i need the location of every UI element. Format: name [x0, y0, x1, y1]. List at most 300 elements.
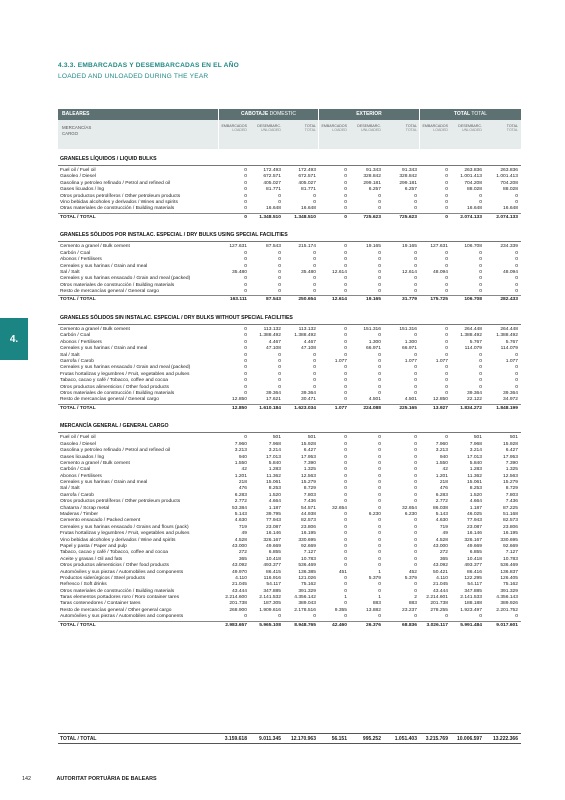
cell-value: 0	[344, 448, 347, 454]
cell-value: 0	[344, 187, 347, 193]
cell-value: 12.563	[503, 473, 518, 479]
cell-value: 940	[238, 454, 247, 460]
cell-value: 0	[414, 333, 417, 339]
row-label: Cereales y sus harinas / Grain and meal	[60, 480, 148, 486]
cell-value: 330.695	[500, 537, 518, 543]
cell-value: 77.943	[266, 518, 281, 524]
cell-value: 0	[313, 378, 316, 384]
cell-value: 1.001.413	[460, 174, 482, 180]
cell-value: 15.061	[266, 480, 281, 486]
cell-value: 0	[414, 550, 417, 556]
cell-value: 0	[378, 371, 381, 377]
cell-value: 2.141.533	[460, 595, 482, 601]
row-label: Gases licuados / lng	[60, 454, 105, 460]
cell-value: 0	[344, 180, 347, 186]
cell-value: 0	[244, 327, 247, 333]
cell-value: 0	[344, 397, 347, 403]
cell-value: 0	[378, 582, 381, 588]
cell-value: 264.448	[500, 327, 518, 333]
cell-value: 0	[278, 614, 281, 620]
cell-value: 0	[313, 276, 316, 282]
cell-value: 17.953	[301, 454, 316, 460]
cell-value: 0	[378, 499, 381, 505]
row-label: Frutas hortalizas y legumbres / Fruit, vegetables and pulses	[60, 531, 190, 537]
cell-value: 0	[244, 282, 247, 288]
cell-value: 0	[414, 543, 417, 549]
section-total-row	[58, 295, 521, 303]
cell-value: 0	[244, 180, 247, 186]
row-label: TOTAL / TOTAL	[60, 405, 96, 411]
cell-value: 0	[244, 214, 247, 220]
row-label: Automóviles y sus piezas / Automobiles and components	[60, 614, 184, 620]
cell-value: 0	[515, 193, 518, 199]
cell-value: 940	[439, 454, 448, 460]
row-label: Cemento a granel / Bulk cement	[60, 244, 130, 250]
cell-value: 0	[313, 263, 316, 269]
cell-value: 0	[445, 257, 448, 263]
cell-value: 725.623	[399, 214, 417, 220]
cell-value: 0	[378, 250, 381, 256]
cell-value: 0	[479, 250, 482, 256]
cell-value: 1.388.492	[496, 333, 518, 339]
cell-value: 0	[378, 276, 381, 282]
cell-value: 66.971	[366, 346, 381, 352]
cell-value: 0	[344, 575, 347, 581]
cell-value: 0	[344, 614, 347, 620]
cell-value: 7.436	[303, 499, 316, 505]
cell-value: 106.708	[464, 244, 482, 250]
cell-value: 5.840	[268, 460, 281, 466]
cell-value: 43.444	[232, 588, 247, 594]
cell-value: 49	[442, 531, 448, 537]
cell-value: 7.127	[505, 550, 518, 556]
cell-value: 6.283	[234, 492, 247, 498]
column-header: TOTAL TOTAL	[304, 124, 316, 133]
grand-total-value: 995.252	[362, 736, 381, 742]
cell-value: 12.614	[332, 297, 347, 303]
section-heading: GRANELES SÓLIDOS POR INSTALAC. ESPECIAL / DRY BULKS USING SPECIAL FACILITIES	[58, 228, 521, 242]
cell-value: 0	[378, 480, 381, 486]
cargo-label: MERCANCÍAS CARGO	[62, 125, 92, 136]
cell-value: 1.909.616	[259, 607, 281, 613]
cell-value: 0	[344, 384, 347, 390]
cell-value: 0	[244, 193, 247, 199]
cell-value: 12.614	[332, 269, 347, 275]
cell-value: 19.165	[402, 244, 417, 250]
organization-name: AUTORITAT PORTUÀRIA DE BALEARS	[56, 776, 157, 782]
cell-value: 1.187	[469, 505, 482, 511]
cell-value: 0	[244, 199, 247, 205]
cell-value: 0	[515, 250, 518, 256]
row-label: Cemento a granel / Bulk cement	[60, 460, 130, 466]
cell-value: 49.669	[467, 543, 482, 549]
row-label: Gasolina y petroleo refinado / Petrol and refined oil	[60, 180, 171, 186]
cell-value: 0	[445, 346, 448, 352]
cell-value: 4.467	[303, 339, 316, 345]
cell-value: 1.077	[334, 359, 347, 364]
cell-value: 268.900	[229, 607, 247, 613]
column-header: EMBARCADOS LOADED	[422, 124, 448, 133]
row-label: Otros materiales de construcción / Building materials	[60, 390, 175, 396]
row-label: Otras materiales de construcción / Building materials	[60, 206, 175, 212]
cell-value: 86.415	[266, 569, 281, 575]
cell-value: 7.127	[303, 550, 316, 556]
cell-value: 35.480	[232, 269, 247, 275]
cell-value: 10.783	[301, 556, 316, 562]
cell-value: 0	[479, 282, 482, 288]
cell-value: 1.325	[505, 467, 518, 473]
exterior-header: EXTERIOR	[319, 109, 419, 120]
cell-value: 0	[414, 614, 417, 620]
cell-value: 0	[278, 371, 281, 377]
cell-value: 0	[445, 206, 448, 212]
cell-value: 0	[479, 352, 482, 358]
cell-value: 0	[344, 282, 347, 288]
cell-value: 8.948.765	[294, 622, 316, 628]
cell-value: 391.329	[500, 588, 518, 594]
row-label: Papel y pasta / Paper and pulp	[60, 543, 127, 549]
cell-value: 0	[378, 384, 381, 390]
cell-value: 35.480	[301, 269, 316, 275]
cell-value: 6.427	[303, 448, 316, 454]
cell-value: 136.385	[298, 569, 316, 575]
cell-value: 4.528	[234, 537, 247, 543]
cell-value: 0	[515, 257, 518, 263]
cell-value: 0	[344, 174, 347, 180]
row-label: Garrofa / Carob	[60, 492, 94, 498]
cell-value: 1.388.492	[294, 333, 316, 339]
cell-value: 282.433	[500, 297, 518, 303]
cell-value: 405.027	[298, 180, 316, 186]
cell-value: 82.573	[301, 518, 316, 524]
row-label: Cereales y sus harinas ensacado / Grains and flours (pack)	[60, 524, 189, 530]
row-label: Carbón / Coal	[60, 467, 91, 473]
cell-value: 113.132	[298, 327, 316, 333]
cell-value: 6.257	[404, 187, 417, 193]
cell-value: 0	[414, 486, 417, 492]
cell-value: 0	[244, 289, 247, 295]
cell-value: 272	[439, 550, 448, 556]
row-label: Sal / Salt	[60, 352, 80, 358]
cell-value: 0	[313, 199, 316, 205]
cell-value: 0	[278, 378, 281, 384]
cell-value: 13.882	[366, 607, 381, 613]
cell-value: 188.188	[464, 601, 482, 607]
cell-value: 0	[414, 467, 417, 473]
cell-value: 21.045	[433, 582, 448, 588]
cell-value: 0	[445, 378, 448, 384]
cell-value: 163.111	[229, 297, 247, 303]
cell-value: 1.923.497	[460, 607, 482, 613]
cell-value: 0	[344, 550, 347, 556]
cell-value: 0	[378, 518, 381, 524]
row-label: Taras contenedores / Container tares	[60, 601, 141, 607]
cell-value: 0	[445, 289, 448, 295]
cell-value: 0	[344, 276, 347, 282]
cell-value: 0	[414, 499, 417, 505]
row-label: Resto de mercancías general / Other general cargo	[60, 607, 172, 613]
cell-value: 15.061	[467, 480, 482, 486]
cell-value: 0	[479, 193, 482, 199]
cell-value: 0	[378, 550, 381, 556]
cell-value: 0	[378, 505, 381, 511]
grand-total-value: 56.151	[331, 736, 347, 742]
section-total-row	[58, 404, 521, 412]
cell-value: 0	[378, 289, 381, 295]
cell-value: 0	[378, 448, 381, 454]
row-label: Resto de mercancías general / General cargo	[60, 397, 159, 403]
cell-value: 0	[378, 614, 381, 620]
cell-value: 47.108	[301, 346, 316, 352]
row-label: Abonos / Fertilisers	[60, 473, 102, 479]
cell-value: 0	[313, 289, 316, 295]
cell-value: 9.355	[334, 607, 347, 613]
cell-value: 87.225	[503, 505, 518, 511]
cell-value: 0	[414, 276, 417, 282]
cell-value: 1.348.510	[294, 214, 316, 220]
cell-value: 0	[515, 384, 518, 390]
row-label: Cereales y sus harinas ensacado / Grain and meal (packed)	[60, 365, 191, 371]
cell-value: 0	[378, 359, 381, 364]
cell-value: 0	[244, 384, 247, 390]
cell-value: 42	[241, 467, 247, 473]
cell-value: 0	[515, 365, 518, 371]
row-label: Cereales y sus harinas / Grain and meal	[60, 346, 148, 352]
cell-value: 330.695	[298, 537, 316, 543]
cell-value: 0	[445, 390, 448, 396]
grand-total-value: 10.006.597	[456, 736, 482, 742]
row-label: Otros materiales de construcción / Building materials	[60, 588, 175, 594]
cell-value: 91.343	[366, 168, 381, 173]
row-label: Vino bebidas alcoholes y derivados / Wine and spirits	[60, 537, 176, 543]
cell-value: 8.729	[303, 486, 316, 492]
row-label: Frutas hortalizas y legumbres / Fruit, vegetables and pulses	[60, 371, 190, 377]
cell-value: 0	[344, 289, 347, 295]
cell-value: 54.117	[266, 582, 281, 588]
section-heading: GRANELES LÍQUIDOS / LIQUID BULKS	[58, 152, 521, 166]
cell-value: 43.092	[433, 563, 448, 569]
cell-value: 0	[344, 492, 347, 498]
cell-value: 1.388.492	[460, 333, 482, 339]
cell-value: 1.610.184	[259, 405, 281, 411]
cell-value: 299.181	[363, 180, 381, 186]
cell-value: 3.214	[268, 448, 281, 454]
row-label: Gasolina y petroleo refinado / Petrol and refined oil	[60, 448, 171, 454]
cell-value: 48.094	[503, 269, 518, 275]
cell-value: 218	[238, 480, 247, 486]
cell-value: 16.195	[503, 531, 518, 537]
cell-value: 16.195	[301, 531, 316, 537]
cell-value: 2.214.600	[225, 595, 247, 601]
cell-value: 719	[439, 524, 448, 530]
cell-value: 3.213	[234, 448, 247, 454]
cell-value: 15.279	[503, 480, 518, 486]
cell-value: 0	[344, 199, 347, 205]
cell-value: 0	[445, 250, 448, 256]
cell-value: 0	[344, 390, 347, 396]
cell-value: 883	[408, 601, 417, 607]
cell-value: 4.630	[234, 518, 247, 524]
cell-value: 493.377	[464, 563, 482, 569]
grand-total-value: 1.051.403	[394, 736, 417, 742]
cell-value: 151.316	[399, 327, 417, 333]
cell-value: 0	[479, 365, 482, 371]
cell-value: 452	[408, 569, 417, 575]
cell-value: 0	[479, 263, 482, 269]
cell-value: 2.201.752	[496, 607, 518, 613]
cell-value: 81.771	[266, 187, 281, 193]
cell-value: 0	[378, 537, 381, 543]
cell-value: 7.803	[505, 492, 518, 498]
cell-value: 49.669	[266, 543, 281, 549]
column-header: DESEMBARC. UNLOADED	[458, 124, 482, 133]
cell-value: 0	[378, 467, 381, 473]
cell-value: 7.390	[303, 460, 316, 466]
cell-value: 16.648	[301, 206, 316, 212]
total-header: TOTAL TOTAL	[420, 109, 521, 120]
cell-value: 2.772	[234, 499, 247, 505]
cell-value: 0	[414, 435, 417, 441]
cell-value: 493.377	[263, 563, 281, 569]
cell-value: 15.928	[301, 441, 316, 447]
cell-value: 0	[244, 339, 247, 345]
cell-value: 43.000	[433, 543, 448, 549]
cell-value: 39.364	[301, 390, 316, 396]
cell-value: 0	[515, 371, 518, 377]
row-label: TOTAL / TOTAL	[60, 214, 96, 220]
row-label: Sal / Salt	[60, 269, 80, 275]
cell-value: 136.837	[500, 569, 518, 575]
cell-value: 13.927	[433, 405, 448, 411]
cell-value: 91.343	[402, 168, 417, 173]
cell-value: 0	[344, 257, 347, 263]
cell-value: 0	[414, 250, 417, 256]
cell-value: 7.960	[234, 441, 247, 447]
cell-value: 7.968	[268, 441, 281, 447]
cell-value: 1.834.272	[460, 405, 482, 411]
cell-value: 17.953	[503, 454, 518, 460]
cell-value: 4.501	[368, 397, 381, 403]
cell-value: 347.885	[464, 588, 482, 594]
cell-value: 1	[378, 569, 381, 575]
cell-value: 0	[378, 588, 381, 594]
cell-value: 75.162	[503, 582, 518, 588]
page-footer	[22, 776, 157, 782]
cell-value: 0	[414, 384, 417, 390]
row-label: Fuel oil / Fuel oil	[60, 435, 96, 441]
cell-value: 75.162	[301, 582, 316, 588]
cell-value: 11.362	[266, 473, 281, 479]
cell-value: 0	[344, 214, 347, 220]
cell-value: 15.928	[503, 441, 518, 447]
cell-value: 0	[378, 282, 381, 288]
cell-value: 0	[378, 454, 381, 460]
cell-value: 0	[479, 257, 482, 263]
row-label: Productos siderúrgicos / Steel products	[60, 575, 146, 581]
row-label: Aceite y grasas / Oil and fats	[60, 556, 123, 562]
cell-value: 0	[414, 582, 417, 588]
cell-value: 0	[414, 537, 417, 543]
cell-value: 4.110	[436, 575, 448, 581]
cell-value: 0	[344, 480, 347, 486]
cell-value: 50.421	[433, 569, 448, 575]
cell-value: 0	[244, 263, 247, 269]
cell-value: 0	[344, 524, 347, 530]
column-header: DESEMBARC. UNLOADED	[257, 124, 281, 133]
cell-value: 6.283	[435, 492, 448, 498]
cell-value: 4.630	[435, 518, 448, 524]
cell-value: 451	[338, 569, 347, 575]
cell-value: 7.968	[469, 441, 482, 447]
cell-value: 51.168	[503, 512, 518, 518]
cell-value: 7.390	[505, 460, 518, 466]
row-label: Chatarra / Scrap metal	[60, 505, 110, 511]
cell-value: 49	[241, 531, 247, 537]
cell-value: 1.201	[435, 473, 448, 479]
cell-value: 23.087	[467, 524, 482, 530]
cell-value: 17.013	[266, 454, 281, 460]
cell-value: 81.771	[301, 187, 316, 193]
cell-value: 0	[378, 486, 381, 492]
cell-value: 0	[479, 269, 482, 275]
cell-value: 224.088	[363, 405, 381, 411]
cell-value: 0	[313, 371, 316, 377]
cell-value: 0	[414, 563, 417, 569]
cell-value: 326.167	[464, 537, 482, 543]
cell-value: 0	[414, 531, 417, 537]
cell-value: 201.738	[430, 601, 448, 607]
cell-value: 5.767	[469, 339, 482, 345]
cell-value: 0	[515, 289, 518, 295]
cell-value: 4.356.142	[294, 595, 316, 601]
cell-value: 12.850	[232, 405, 247, 411]
cell-value: 0	[344, 563, 347, 569]
cell-value: 0	[278, 352, 281, 358]
cell-value: 48.094	[433, 269, 448, 275]
row-label: Resto de mercancías general / General cargo	[60, 289, 159, 295]
cell-value: 0	[378, 563, 381, 569]
cell-value: 0	[515, 282, 518, 288]
cell-value: 0	[313, 257, 316, 263]
cell-value: 10.783	[503, 556, 518, 562]
cell-value: 0	[479, 199, 482, 205]
cell-value: 0	[479, 359, 482, 364]
cell-value: 2.178.516	[294, 607, 316, 613]
cell-value: 0	[344, 460, 347, 466]
cell-value: 43.444	[433, 588, 448, 594]
cell-value: 0	[445, 214, 448, 220]
cell-value: 326.167	[263, 537, 281, 543]
cell-value: 704.208	[500, 180, 518, 186]
cell-value: 19.165	[366, 297, 381, 303]
cell-value: 215.174	[298, 244, 316, 250]
row-label: Otros productos petrolíferos / Other petroleum products	[60, 193, 181, 199]
cell-value: 0	[378, 543, 381, 549]
cell-value: 0	[344, 454, 347, 460]
row-label: Otros productos alimenticios / Other food products	[60, 384, 170, 390]
cell-value: 0	[414, 378, 417, 384]
cell-value: 672.571	[263, 174, 281, 180]
row-label: Carbón / Coal	[60, 250, 91, 256]
cell-value: 0	[414, 193, 417, 199]
cell-value: 66.971	[402, 346, 417, 352]
cell-value: 0	[244, 257, 247, 263]
cell-value: 1.300	[404, 339, 417, 345]
cell-value: 3.214	[469, 448, 482, 454]
cell-value: 0	[344, 339, 347, 345]
cell-value: 0	[445, 199, 448, 205]
column-header: EMBARCADOS LOADED	[221, 124, 247, 133]
